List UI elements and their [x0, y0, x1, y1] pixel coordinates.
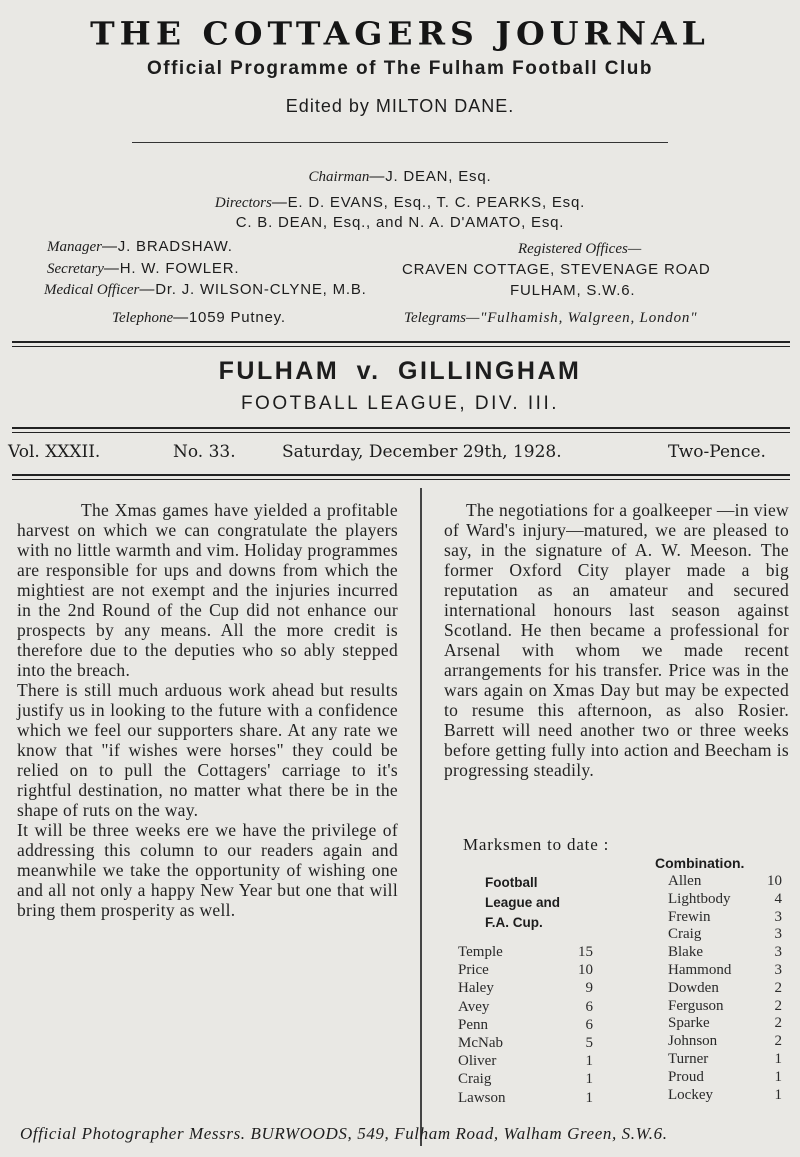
issue-price: Two-Pence. [668, 442, 766, 462]
scorer-goals: 1 [774, 1086, 782, 1103]
scorer-goals: 5 [585, 1035, 593, 1051]
scorer-goals: 3 [774, 908, 782, 925]
chairman-role: Chairman [308, 169, 370, 185]
scorer-name: Hammond [668, 962, 732, 978]
left-column [17, 500, 398, 920]
scorer-row [668, 926, 782, 944]
scorer-goals: 4 [774, 890, 782, 907]
scorer-name: Temple [458, 944, 503, 960]
scorer-row [668, 1015, 782, 1033]
scorer-goals: 3 [774, 944, 782, 961]
scorer-goals: 6 [585, 1016, 593, 1033]
scorer-row [458, 999, 593, 1017]
scorer-name: Allen [668, 873, 702, 889]
manager-line [47, 238, 233, 256]
medical-line [44, 281, 367, 299]
scorer-name: Penn [458, 1016, 488, 1033]
editor-line: Edited by MILTON DANE. [285, 96, 515, 116]
scorer-row [668, 980, 782, 998]
scorer-goals: 6 [585, 998, 593, 1015]
registered-offices-label [518, 240, 641, 258]
manager-role: Manager [47, 239, 102, 255]
medical-role: Medical Officer [44, 282, 140, 298]
scorer-row [458, 1071, 593, 1089]
short-rule [132, 142, 668, 143]
scorer-goals: 3 [774, 962, 782, 978]
directors-names-1: —E. D. EVANS, Esq., T. C. PEARKS, Esq. [271, 194, 586, 211]
programme-subtitle: Official Programme of The Fulham Football Club [146, 58, 654, 79]
scorer-goals: 3 [774, 926, 782, 943]
secretary-name: —H. W. FOWLER. [103, 260, 240, 277]
scorer-row [668, 1051, 782, 1069]
scorer-name: Frewin [668, 908, 711, 925]
scorer-row [668, 873, 782, 891]
left-paragraph-1: The Xmas games have yielded a profitable harvest on which we can congratulate the players with no little warmth and vim. Holiday programmes are responsible for ups and downs from which the mightiest are not exempt and the injuries incurred in the 2nd Round of the Cup did not enhance our prospects by any means. All the more credit is therefore due to the deputies who so ably stepped into the breach. [17, 500, 398, 680]
address-line-2: FULHAM, S.W.6. [510, 282, 636, 299]
issue-volume: Vol. XXXII. [8, 442, 101, 462]
scorer-goals: 2 [774, 1015, 782, 1032]
column-divider [420, 488, 422, 1146]
scorer-name: Oliver [458, 1053, 497, 1070]
scorer-row [458, 980, 593, 998]
scorer-name: Lockey [668, 1086, 713, 1103]
scorer-name: Proud [668, 1068, 704, 1085]
scorer-goals: 1 [585, 1089, 593, 1106]
match-title: FULHAM v. GILLINGHAM [218, 357, 582, 385]
scorer-name: Blake [668, 944, 703, 961]
directors-line-2: C. B. DEAN, Esq., and N. A. D'AMATO, Esq. [235, 214, 565, 231]
scorer-goals: 2 [774, 1033, 782, 1050]
scorer-row [458, 944, 593, 962]
scorer-row [458, 962, 593, 980]
scorer-goals: 1 [774, 1068, 782, 1085]
league-header-line-1: Football [485, 875, 538, 890]
scorer-goals: 1 [585, 1071, 593, 1088]
double-rule-bottom [12, 474, 790, 480]
directors-line-1 [0, 194, 800, 212]
scorer-goals: 9 [585, 980, 593, 997]
issue-number: No. 33. [173, 442, 236, 462]
marksmen-label: Marksmen to date : [463, 835, 610, 854]
scorer-row [668, 1033, 782, 1051]
combination-header: Combination. [655, 855, 745, 871]
scorer-goals: 2 [774, 997, 782, 1014]
match-competition: FOOTBALL LEAGUE, DIV. III. [240, 393, 560, 414]
scorer-name: Ferguson [668, 997, 724, 1014]
scorer-name: Craig [458, 1071, 492, 1088]
scorer-goals: 10 [578, 962, 593, 979]
telephone-line [112, 309, 286, 327]
scorer-goals: 1 [774, 1051, 782, 1067]
scorer-row [668, 962, 782, 980]
scorer-row [458, 1090, 593, 1108]
scorer-row [668, 1069, 782, 1087]
scorer-name: Lawson [458, 1089, 506, 1106]
scorer-name: Price [458, 962, 489, 979]
scorer-name: Dowden [668, 979, 719, 996]
scorer-row [458, 1035, 593, 1053]
issue-date: Saturday, December 29th, 1928. [282, 442, 562, 462]
medical-name: —Dr. J. WILSON-CLYNE, M.B. [139, 281, 367, 298]
scorer-row [668, 891, 782, 909]
manager-name: —J. BRADSHAW. [102, 238, 233, 255]
scorer-row [458, 1053, 593, 1071]
right-column [444, 500, 789, 780]
address-line-1: CRAVEN COTTAGE, STEVENAGE ROAD [402, 261, 711, 278]
scorer-row [668, 998, 782, 1016]
scorer-goals: 15 [578, 944, 593, 960]
scorer-name: Sparke [668, 1015, 710, 1032]
double-rule-middle [12, 427, 790, 433]
scorer-row [458, 1017, 593, 1035]
league-header-line-2: League and [485, 895, 561, 910]
telegrams-role: Telegrams [404, 310, 466, 326]
league-header-line-3: F.A. Cup. [485, 915, 543, 930]
chairman-line [0, 168, 800, 186]
registered-role: Registered Offices— [518, 241, 642, 257]
scorer-name: Turner [668, 1051, 709, 1067]
scorer-name: Haley [458, 980, 494, 997]
scorer-row [668, 909, 782, 927]
scorer-name: Lightbody [668, 890, 731, 907]
telephone-number: —1059 Putney. [173, 309, 286, 326]
scorer-goals: 1 [585, 1053, 593, 1070]
scorer-name: Craig [668, 926, 702, 943]
photographer-footer: Official Photographer Messrs. BURWOODS, 549, Fulham Road, Walham Green, S.W.6. [20, 1124, 668, 1143]
scorer-goals: 10 [767, 873, 782, 889]
secretary-line [47, 260, 239, 278]
league-header [485, 873, 560, 933]
scorer-name: Johnson [668, 1033, 718, 1050]
directors-role: Directors [214, 195, 272, 211]
telephone-role: Telephone [112, 310, 174, 326]
chairman-name: —J. DEAN, Esq. [369, 168, 492, 185]
telegrams-line [404, 309, 697, 327]
double-rule-top [12, 341, 790, 347]
right-paragraph-1: The negotiations for a goalkeeper —in view of Ward's injury—matured, we are pleased to say, in the signature of A. W. Meeson. The former Oxford City player made a big reputation as an amateur and secured international honours last season against Scotland. He then became a professional for Arsenal with whom we made recent arrangements for his transfer. Price was in the wars again on Xmas Day but may be expected to resume this afternoon, as also Rosier. Barrett will need another two or three weeks before getting fully into action and Beecham is progressing steadily. [444, 500, 789, 780]
telegrams-address: —"Fulhamish, Walgreen, London" [465, 310, 698, 326]
scorer-name: Avey [458, 998, 490, 1015]
secretary-role: Secretary [47, 261, 104, 277]
left-paragraph-3: It will be three weeks ere we have the privilege of addressing this column to our readers again and meanwhile we take the opportunity of wishing one and all not only a happy New Year but one that will bring them prosperity as well. [17, 820, 398, 920]
masthead-title: THE COTTAGERS JOURNAL [90, 14, 710, 53]
scorer-goals: 2 [774, 979, 782, 996]
scorer-row [668, 944, 782, 962]
scorer-name: McNab [458, 1035, 503, 1051]
left-paragraph-2: There is still much arduous work ahead but results justify us in looking to the future with a confidence which we feel our supporters share. At any rate we know that "if wishes were horses" they could be relied on to pull the Cottagers' carriage to it's rightful destination, no matter what there be in the shape of ruts on the way. [17, 680, 398, 820]
scorer-row [668, 1087, 782, 1105]
